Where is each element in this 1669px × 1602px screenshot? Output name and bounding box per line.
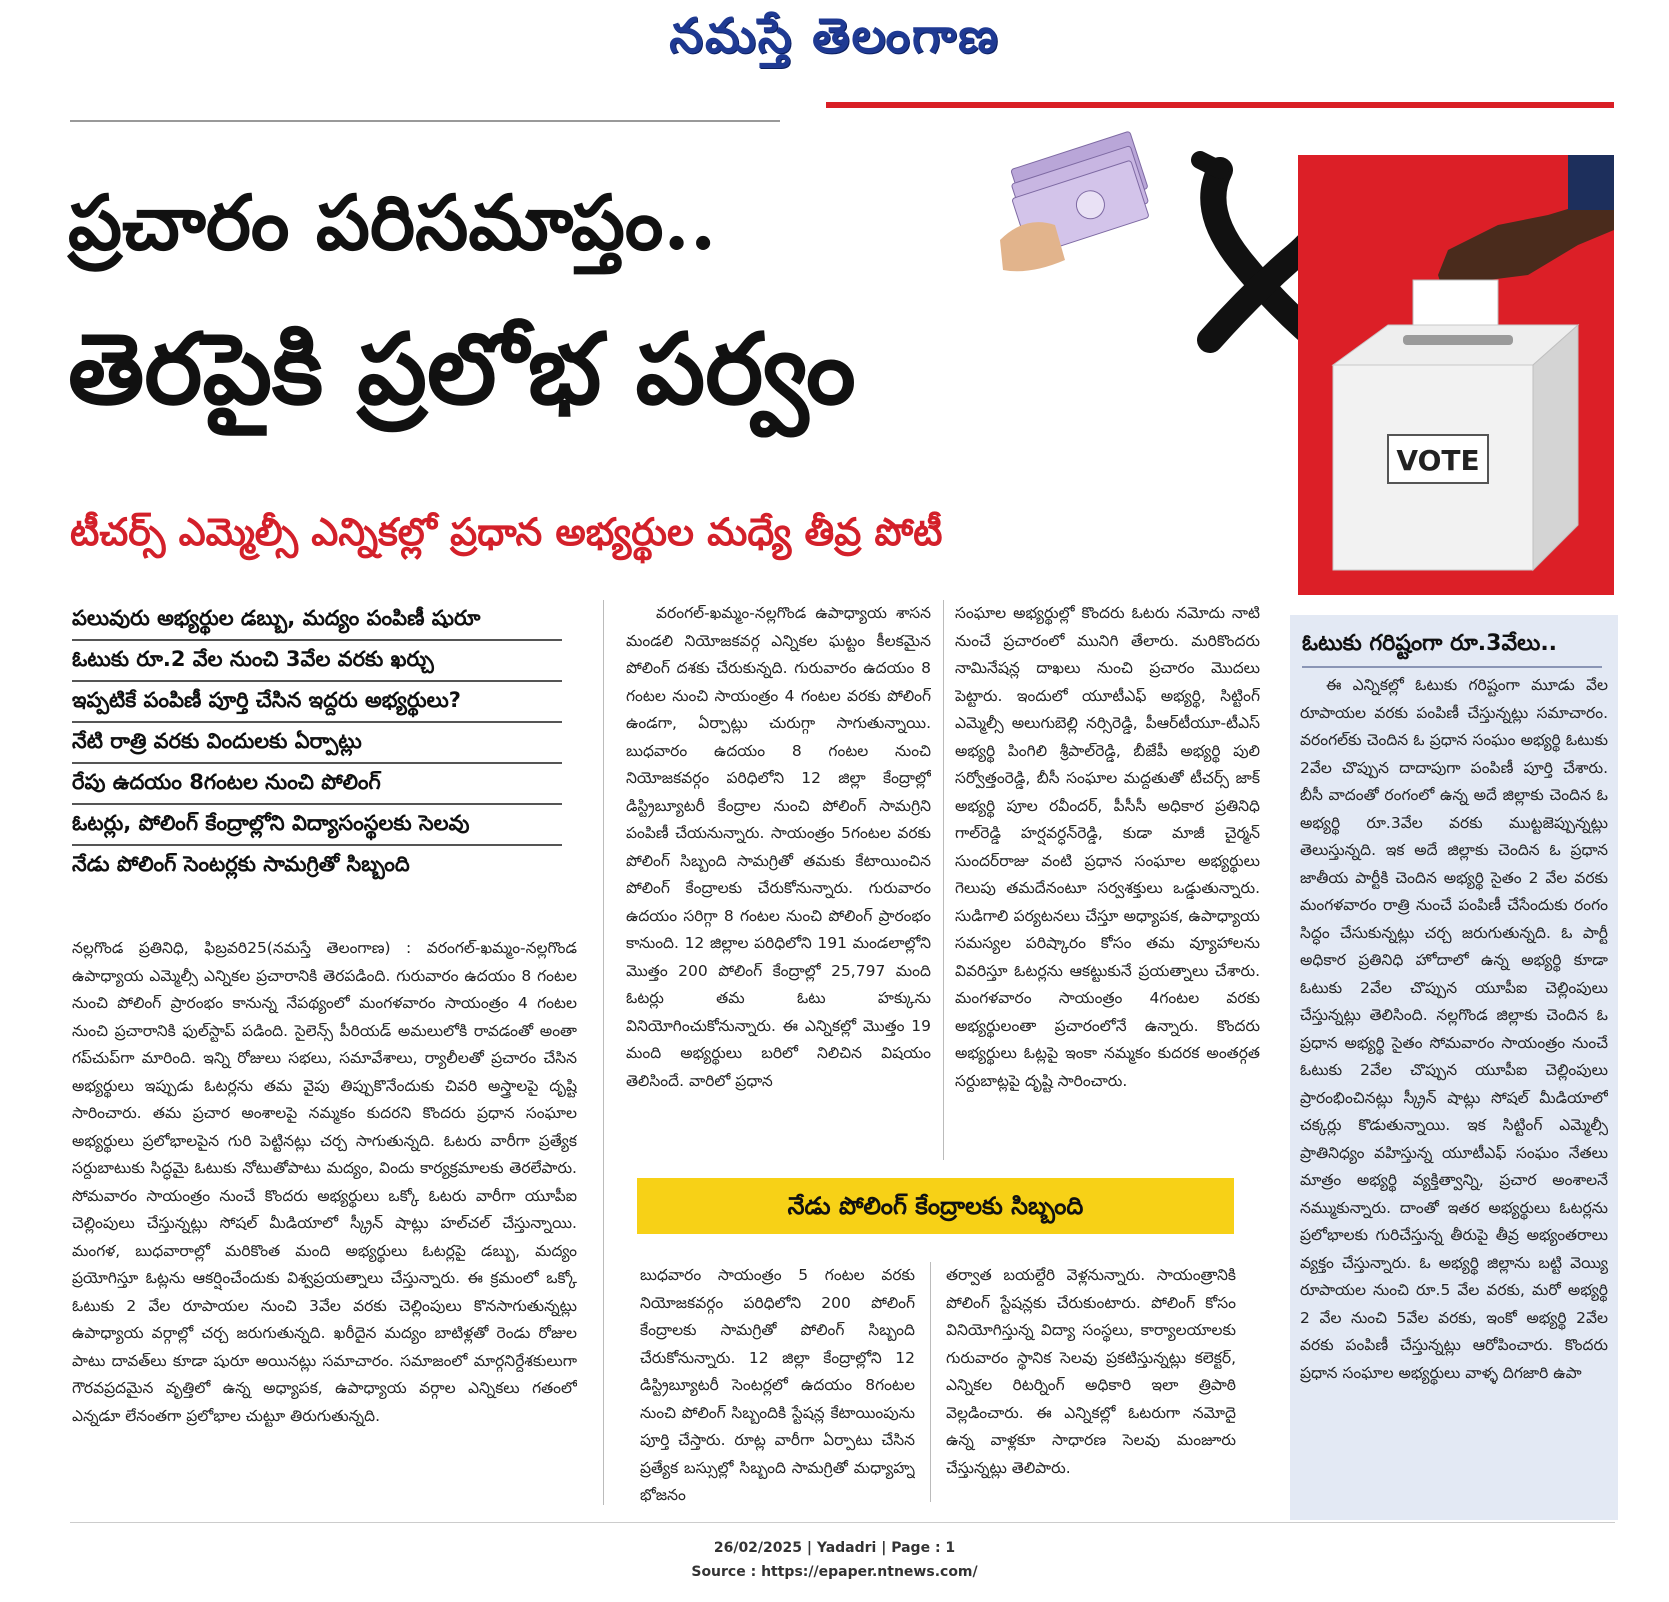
- masthead-logo: నమస్తే తెలంగాణ: [669, 8, 1000, 64]
- footer-date-line: 26/02/2025 | Yadadri | Page : 1: [713, 1540, 956, 1556]
- highlight-item: నేడు పోలింగ్ సెంటర్లకు సామగ్రితో సిబ్బంది: [72, 852, 410, 876]
- ballot-box-drawing: [1298, 155, 1614, 595]
- highlight-item: నేటి రాత్రి వరకు విందులకు ఏర్పాట్లు: [72, 723, 562, 764]
- column-divider: [603, 600, 604, 1505]
- article-column-3: సంఘాల అభ్యర్థుల్లో కొందరు ఓటరు నమోదు నాటి నుంచే ప్రచారంలో మునిగి తేలారు. మరికొందరు నామినేషన్ల దాఖలు నుంచి ప్రచారం మొదలు పెట్టారు. ఇందులో యూటీఎఫ్ అభ్యర్థి, సిట్టింగ్ ఎమ్మెల్సీ అలుగుబెల్లి నర్సిరెడ్డి, పీఆర్‌టీయూ-టీఎస్ అభ్యర్థి పింగిలి శ్రీపాల్‌రెడ్డి, బీజేపీ అభ్యర్థి పులి సర్వోత్తంరెడ్డి, బీసీ సంఘాల మద్దతుతో టీచర్స్ జాక్ అభ్యర్థి పూల రవీందర్, పీసీసీ అధికార ప్రతినిధి గాల్‌రెడ్డి హర్షవర్ధన్‌రెడ్డి, కుడా మాజీ చైర్మన్ సుందర్‌రాజు వంటి ప్రధాన సంఘాల అభ్యర్థులు గెలుపు తమదేనంటూ సర్వశక్తులు ఒడ్డుతున్నారు. సుడిగాలి పర్యటనలు చేస్తూ అధ్యాపక, ఉపాధ్యాయ సమస్యల పరిష్కారం కోసం తమ వ్యూహాలను వివరిస్తూ ఓటర్లను ఆకట్టుకునే ప్రయత్నాలు చేశారు. మంగళవారం సాయంత్రం 4గంటల వరకు అభ్యర్థులంతా ప్రచారంలోనే ఉన్నారు. కొందరు అభ్యర్థులు ఓట్లపై ఇంకా నమ్మకం కుదరక అంతర్గత సర్దుబాట్లపై దృష్టి సారించారు.: [955, 604, 1260, 1090]
- ballot-label: VOTE: [1396, 444, 1480, 477]
- highlight-item: రేపు ఉదయం 8గంటల నుంచి పోలింగ్: [72, 764, 562, 805]
- sidebar-title: ఓటుకు గరిష్టంగా రూ.3వేలు..: [1302, 622, 1602, 668]
- article-column-2: వరంగల్-ఖమ్మం-నల్లగొండ ఉపాధ్యాయ శాసన మండలి నియోజకవర్గ ఎన్నికల ఘట్టం కీలకమైన పోలింగ్ దశకు చేరుకున్నది. గురువారం ఉదయం 8 గంటల నుంచి సాయంత్రం 4 గంటల వరకు పోలింగ్ ఉండగా, ఏర్పాట్లు చురుగ్గా సాగుతున్నాయి. బుధవారం ఉదయం 8 గంటల నుంచి నియోజకవర్గం పరిధిలోని 12 జిల్లా కేంద్రాల్లో డిస్ట్రిబ్యూటరీ కేంద్రాల నుంచి పోలింగ్ సామగ్రిని పంపిణీ చేయనున్నారు. సాయంత్రం 5గంటల వరకు పోలింగ్ సిబ్బంది సామగ్రితో తమకు కేటాయించిన పోలింగ్ కేంద్రాలకు చేరుకోనున్నారు. గురువారం ఉదయం సరిగ్గా 8 గంటల నుంచి పోలింగ్ ప్రారంభం కానుంది. 12 జిల్లాల పరిధిలోని 191 మండలాల్లోని మొత్తం 200 పోలింగ్ కేంద్రాల్లో 25,797 మంది ఓటర్లు తమ ఓటు హక్కును వినియోగించుకోనున్నారు. ఈ ఎన్నికల్లో మొత్తం 19 మంది అభ్యర్థులు బరిలో నిలిచిన విషయం తెలిసిందే. వారిలో ప్రధాన: [626, 604, 931, 1090]
- boxed-subheading: నేడు పోలింగ్ కేంద్రాలకు సిబ్బంది: [637, 1178, 1234, 1234]
- header-red-rule: [826, 102, 1614, 108]
- headline-line-2: తెరపైకి ప్రలోభ పర్వం: [68, 312, 856, 427]
- highlights-list: [72, 600, 562, 885]
- vote-illustration: [1298, 155, 1614, 595]
- headline-line-1: ప్రచారం పరిసమాప్తం..: [68, 178, 717, 267]
- footer-source: Source : https://epaper.ntnews.com/: [691, 1564, 978, 1580]
- article-main-text: నల్లగొండ ప్రతినిధి, ఫిబ్రవరి25(నమస్తే తెలంగాణ) : వరంగల్-ఖమ్మం-నల్లగొండ ఉపాధ్యాయ ఎమ్మెల్సీ ఎన్నికల ప్రచారానికి తెరపడింది. గురువారం ఉదయం 8 గంటల నుంచి పోలింగ్ ప్రారంభం కానున్న నేపథ్యంలో మంగళవారం సాయంత్రం 4 గంటల నుంచి ప్రచారానికి ఫుల్‌స్టాప్ పడింది. సైలెన్స్ పీరియడ్ అమలులోకి రావడంతో అంతా గప్‌చుప్‌గా మారింది. ఇన్ని రోజులు సభలు, సమావేశాలు, ర్యాలీలతో ప్రచారం చేసిన అభ్యర్థులు ఇప్పుడు ఓటర్లను తమ వైపు తిప్పుకొనేందుకు చివరి అస్త్రాలపై దృష్టి సారించారు. తమ ప్రచార అంశాలపై నమ్మకం కుదరని కొందరు ప్రధాన సంఘాల అభ్యర్థులు ప్రలోభాలపైన గురి పెట్టినట్లు చర్చ సాగుతున్నది. ఓటరు వారీగా ప్రత్యేక సర్దుబాటుకు సిద్ధమై ఓటుకు నోటుతోపాటు మద్యం, విందు కార్యక్రమాలకు తెరలేపారు. సోమవారం సాయంత్రం నుంచే కొందరు అభ్యర్థులు ఒక్కో ఓటరు వారీగా యూపీఐ చెల్లింపులు చేస్తున్నట్లు సోషల్ మీడియాలో స్క్రీన్ షాట్లు హల్‌చల్ చేస్తున్నాయి. మంగళ, బుధవారాల్లో మరికొంత మంది అభ్యర్థులు ఓటర్లపై డబ్బు, మద్యం ప్రయోగిస్తూ ఓట్లను ఆకర్షించేందుకు విశ్వప్రయత్నాలు చేస్తున్నారు. ఈ క్రమంలో ఒక్కో ఓటుకు 2 వేల రూపాయల నుంచి 3వేల వరకు చెల్లింపులు కొనసాగుతున్నట్లు ఉపాధ్యాయ వర్గాల్లో చర్చ జరుగుతున్నది. ఖరీదైన మద్యం బాటిళ్లతో రెండు రోజుల పాటు దావత్‌లు కూడా షురూ అయినట్లు సమాచారం. సమాజంలో మార్గనిర్దేశకులుగా గౌరవప్రదమైన వృత్తిలో ఉన్న అధ్యాపక, ఉపాధ్యాయ వర్గాల ఎన్నికలు గతంలో ఎన్నడూ లేనంతగా ప్రలోభాల చుట్టూ తిరుగుతున్నది.: [72, 939, 577, 1425]
- money-image: [995, 130, 1165, 280]
- highlight-item: ఇప్పటికే పంపిణీ పూర్తి చేసిన ఇద్దరు అభ్యర్థులు?: [72, 682, 562, 723]
- column-divider: [930, 1262, 931, 1502]
- box-text-right: తర్వాత బయల్దేరి వెళ్లనున్నారు. సాయంత్రానికి పోలింగ్ స్టేషన్లకు చేరుకుంటారు. పోలింగ్ కోసం వినియోగిస్తున్న విద్యా సంస్థలు, కార్యాలయాలకు గురువారం స్థానిక సెలవు ప్రకటిస్తున్నట్లు కలెక్టర్, ఎన్నికల రిటర్నింగ్ అధికారి ఇలా త్రిపాఠి వెల్లడించారు. ఈ ఎన్నికల్లో ఓటరుగా నమోదై ఉన్న వాళ్లకూ సాధారణ సెలవు మంజూరు చేస్తున్నట్లు తెలిపారు.: [946, 1266, 1236, 1477]
- column-divider: [943, 600, 944, 1160]
- sidebar-text: ఈ ఎన్నికల్లో ఓటుకు గరిష్టంగా మూడు వేల రూపాయల వరకు పంపిణీ చేస్తున్నట్లు సమాచారం. వరంగల్‌కు చెందిన ఓ ప్రధాన సంఘం అభ్యర్థి ఓటుకు 2వేల చొప్పున దాదాపుగా పంపిణీ పూర్తి చేశారు. బీసీ వాదంతో రంగంలో ఉన్న అదే జిల్లాకు చెందిన ఓ అభ్యర్థి రూ.3వేల వరకు ముట్టజెప్పున్నట్లు తెలుస్తున్నది. ఇక అదే జిల్లాకు చెందిన ఓ ప్రధాన జాతీయ పార్టీకి చెందిన అభ్యర్థి సైతం 2 వేల వరకు మంగళవారం రాత్రి నుంచే పంపిణీ చేసేందుకు రంగం సిద్ధం చేసుకున్నట్లు చర్చ జరుగుతున్నది. ఓ పార్టీ అధికార ప్రతినిధి హోదాలో ఉన్న అభ్యర్థి కూడా ఓటుకు 2వేల చొప్పున యూపీఐ చెల్లింపులు చేస్తున్నట్లు తెలిసింది. నల్లగొండ జిల్లాకు చెందిన ఓ ప్రధాన అభ్యర్థి సైతం సోమవారం సాయంత్రం నుంచే ఓటుకు 2వేల చొప్పున యూపీఐ చెల్లింపులు ప్రారంభించినట్లు స్క్రీన్ షాట్లు సోషల్ మీడియాలో చక్కర్లు కొడుతున్నాయి. ఇక సిట్టింగ్ ఎమ్మెల్సీ ప్రాతినిధ్యం వహిస్తున్న యూటీఎఫ్ సంఘం నేతలు మాత్రం అభ్యర్థి వ్యక్తిత్వాన్ని, ప్రచార అంశాలనే నమ్ముకున్నారు. దాంతో ఇతర అభ్యర్థులు ఓటర్లను ప్రలోభాలకు గురిచేస్తున్న తీరుపై తీవ్ర అభ్యంతరాలు వ్యక్తం చేస్తున్నారు. ఓ అభ్యర్థి జిల్లాను బట్టి వెయ్యి రూపాయల నుంచి రూ.5 వేల వరకు, మరో అభ్యర్థి 2 వేల నుంచి 5వేల వరకు, ఇంకో అభ్యర్థి 2వేల వరకు పంపిణీ చేస్తున్నట్లు ఆరోపించారు. కొందరు ప్రధాన సంఘాల అభ్యర్థులు వాళ్ళ దిగజారి ఉపా: [1300, 676, 1608, 1382]
- box-text-left: బుధవారం సాయంత్రం 5 గంటల వరకు నియోజకవర్గం పరిధిలోని 200 పోలింగ్ కేంద్రాలకు సామగ్రితో పోలింగ్ సిబ్బంది చేరుకోనున్నారు. 12 జిల్లా కేంద్రాల్లోని 12 డిస్ట్రిబ్యూటరీ సెంటర్లలో ఉదయం 8గంటల నుంచి పోలింగ్ సిబ్బందికి స్టేషన్ల కేటాయింపును పూర్తి చేస్తారు. రూట్ల వారీగా ఏర్పాటు చేసిన ప్రత్యేక బస్సుల్లో సిబ్బంది సామగ్రితో మధ్యాహ్న భోజనం: [640, 1266, 915, 1504]
- subheadline: టీచర్స్ ఎమ్మెల్సీ ఎన్నికల్లో ప్రధాన అభ్యర్థుల మధ్యే తీవ్ర పోటీ: [70, 510, 943, 554]
- highlight-item: ఓటర్లు, పోలింగ్ కేంద్రాల్లోని విద్యాసంస్థలకు సెలవు: [72, 805, 562, 846]
- highlight-item: ఓటుకు రూ.2 వేల నుంచి 3వేల వరకు ఖర్చు: [72, 641, 562, 682]
- footer-rule: [70, 1522, 1615, 1523]
- header-rule: [70, 120, 780, 122]
- highlight-item: పలువురు అభ్యర్థుల డబ్బు, మద్యం పంపిణీ షురూ: [72, 600, 562, 641]
